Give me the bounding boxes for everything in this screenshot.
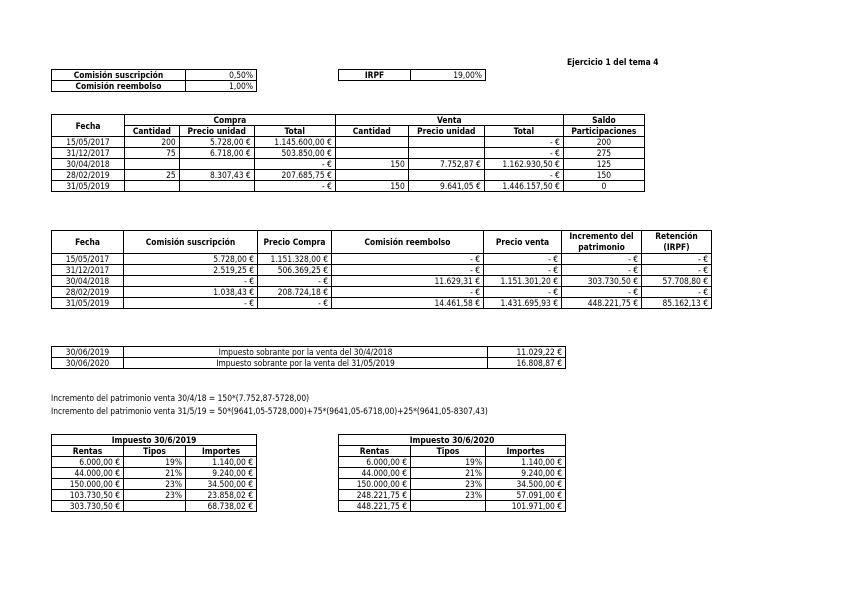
table-cell: Impuesto sobrante por la venta del 30/4/2018	[124, 347, 488, 358]
table-cell: 448.221,75 €	[339, 501, 411, 512]
table-cell: 207.685,75 €	[254, 170, 335, 181]
table-cell: - €	[258, 298, 332, 309]
table-cell: 125	[563, 159, 644, 170]
table-cell: 14.461,58 €	[332, 298, 484, 309]
table-cell: 31/05/2019	[52, 298, 124, 309]
table-cell	[408, 137, 484, 148]
table-cell: 28/02/2019	[52, 170, 125, 181]
comision-suscripcion-value: 0,50%	[186, 70, 257, 81]
table-cell: 2.519,25 €	[124, 265, 258, 276]
table-cell: 44.000,00 €	[339, 468, 411, 479]
operations-row	[52, 181, 645, 192]
table-cell	[124, 501, 186, 512]
table-cell: 85.162,13 €	[642, 298, 712, 309]
params-table	[51, 69, 257, 92]
operations-row	[52, 170, 645, 181]
table-cell: 11.629,31 €	[332, 276, 484, 287]
tax-2019-row	[52, 479, 257, 490]
table-cell: 57.708,80 €	[642, 276, 712, 287]
table-cell: 506.369,25 €	[258, 265, 332, 276]
table-cell: 57.091,00 €	[486, 490, 566, 501]
table-cell: 34.500,00 €	[186, 479, 257, 490]
table-cell: 23%	[411, 479, 486, 490]
table-cell: 150	[563, 170, 644, 181]
table-cell: 30/04/2018	[52, 159, 125, 170]
table-cell	[124, 181, 179, 192]
tax-2019-row	[52, 501, 257, 512]
tax-2019-header-tipos: Tipos	[124, 446, 186, 457]
tax-2019-header-rentas: Rentas	[52, 446, 124, 457]
table-cell: 448.221,75 €	[562, 298, 642, 309]
commissions-row	[52, 254, 712, 265]
table-cell: 8.307,43 €	[179, 170, 254, 181]
table-cell: - €	[642, 265, 712, 276]
table-cell: 1.151.328,00 €	[258, 254, 332, 265]
table-cell: 1.140,00 €	[186, 457, 257, 468]
table-cell: 208.724,18 €	[258, 287, 332, 298]
table-cell: 6.718,00 €	[179, 148, 254, 159]
table-cell	[408, 148, 484, 159]
table-cell	[335, 148, 408, 159]
table-cell: - €	[254, 181, 335, 192]
table-cell	[335, 170, 408, 181]
table-cell: 31/12/2017	[52, 265, 124, 276]
table-cell: - €	[254, 159, 335, 170]
table-cell: - €	[332, 265, 484, 276]
table-cell: 150	[335, 159, 408, 170]
comision-reembolso-value: 1,00%	[186, 81, 257, 92]
table-cell: - €	[484, 137, 563, 148]
table-cell: 23%	[124, 479, 186, 490]
tax-2019-table	[51, 434, 257, 512]
table-cell: 275	[563, 148, 644, 159]
operations-table	[51, 114, 645, 192]
surplus-tax-row	[52, 347, 566, 358]
table-cell: 21%	[411, 468, 486, 479]
table-cell: 15/05/2017	[52, 137, 125, 148]
tax-2020-row	[339, 501, 566, 512]
exercise-title: Ejercicio 1 del tema 4	[567, 57, 659, 67]
table-cell: 303.730,50 €	[562, 276, 642, 287]
table-cell: 30/04/2018	[52, 276, 124, 287]
table-cell: - €	[484, 148, 563, 159]
comision-suscripcion-label: Comisión suscripción	[52, 70, 186, 81]
header-compra: Compra	[124, 115, 335, 126]
table-cell: - €	[258, 276, 332, 287]
table-cell: - €	[484, 254, 562, 265]
table-cell: 44.000,00 €	[52, 468, 124, 479]
header2-fecha: Fecha	[52, 231, 124, 254]
note-line-1: Incremento del patrimonio venta 30/4/18 = 150*(7.752,87-5728,00)	[51, 393, 310, 403]
header-venta-precio: Precio unidad	[408, 126, 484, 137]
header-compra-precio: Precio unidad	[179, 126, 254, 137]
table-cell: 1.145.600,00 €	[254, 137, 335, 148]
header-compra-total: Total	[254, 126, 335, 137]
table-cell	[179, 159, 254, 170]
table-cell: 150.000,00 €	[339, 479, 411, 490]
tax-2019-row	[52, 457, 257, 468]
table-cell: 150.000,00 €	[52, 479, 124, 490]
table-cell: - €	[332, 287, 484, 298]
tax-2020-table	[338, 434, 566, 512]
table-cell: - €	[332, 254, 484, 265]
commissions-table	[51, 230, 712, 309]
tax-2020-row	[339, 479, 566, 490]
tax-2019-row	[52, 490, 257, 501]
header-compra-cantidad: Cantidad	[124, 126, 179, 137]
irpf-label: IRPF	[339, 70, 411, 81]
table-cell: 11.029,22 €	[488, 347, 566, 358]
table-cell	[411, 501, 486, 512]
table-cell: - €	[484, 287, 562, 298]
table-cell: 31/12/2017	[52, 148, 125, 159]
table-cell: 75	[124, 148, 179, 159]
comision-reembolso-label: Comisión reembolso	[52, 81, 186, 92]
tax-2020-row	[339, 457, 566, 468]
table-cell: 200	[563, 137, 644, 148]
operations-row	[52, 159, 645, 170]
table-cell: 23%	[411, 490, 486, 501]
header2-precio-compra: Precio Compra	[258, 231, 332, 254]
commissions-row	[52, 265, 712, 276]
table-cell: - €	[642, 254, 712, 265]
table-cell: - €	[562, 265, 642, 276]
header2-retencion: Retención (IRPF)	[642, 231, 712, 254]
table-cell: 5.728,00 €	[124, 254, 258, 265]
tax-2020-title: Impuesto 30/6/2020	[339, 435, 566, 446]
header2-comision-suscripcion: Comisión suscripción	[124, 231, 258, 254]
table-cell: 7.752,87 €	[408, 159, 484, 170]
table-cell	[335, 137, 408, 148]
table-cell: 23%	[124, 490, 186, 501]
table-cell: 6.000,00 €	[52, 457, 124, 468]
table-cell: - €	[642, 287, 712, 298]
tax-2020-header-tipos: Tipos	[411, 446, 486, 457]
table-cell: Impuesto sobrante por la venta del 31/05/2019	[124, 358, 488, 369]
table-cell: 1.038,43 €	[124, 287, 258, 298]
table-cell: - €	[124, 276, 258, 287]
irpf-value: 19,00%	[411, 70, 486, 81]
header-participaciones: Participaciones	[563, 126, 644, 137]
tax-2020-row	[339, 468, 566, 479]
header-saldo: Saldo	[563, 115, 644, 126]
operations-row	[52, 137, 645, 148]
table-cell: 19%	[124, 457, 186, 468]
table-cell: 23.858,02 €	[186, 490, 257, 501]
table-cell: 9.641,05 €	[408, 181, 484, 192]
table-cell: 30/06/2019	[52, 347, 124, 358]
table-cell: 28/02/2019	[52, 287, 124, 298]
table-cell: 303.730,50 €	[52, 501, 124, 512]
header2-comision-reembolso: Comisión reembolso	[332, 231, 484, 254]
table-cell: 21%	[124, 468, 186, 479]
table-cell	[179, 181, 254, 192]
table-cell: 6.000,00 €	[339, 457, 411, 468]
header2-precio-venta: Precio venta	[484, 231, 562, 254]
tax-2020-row	[339, 490, 566, 501]
header2-incremento: Incremento del patrimonio	[562, 231, 642, 254]
note-line-2: Incremento del patrimonio venta 31/5/19 = 50*(9641,05-5728,000)+75*(9641,05-6718,00)+25*(9641,05-8307,43)	[51, 406, 488, 416]
table-cell: 9.240,00 €	[186, 468, 257, 479]
table-cell: 15/05/2017	[52, 254, 124, 265]
header-fecha: Fecha	[52, 115, 125, 137]
commissions-row	[52, 298, 712, 309]
surplus-tax-table	[51, 346, 566, 369]
operations-row	[52, 148, 645, 159]
tax-2020-header-importes: Importes	[486, 446, 566, 457]
table-cell: 19%	[411, 457, 486, 468]
table-cell: 1.162.930,50 €	[484, 159, 563, 170]
table-cell	[124, 159, 179, 170]
table-cell: 101.971,00 €	[486, 501, 566, 512]
table-cell: - €	[562, 254, 642, 265]
table-cell: 9.240,00 €	[486, 468, 566, 479]
table-cell: 1.140,00 €	[486, 457, 566, 468]
table-cell: 503.850,00 €	[254, 148, 335, 159]
header-venta: Venta	[335, 115, 563, 126]
surplus-tax-row	[52, 358, 566, 369]
table-cell: 5.728,00 €	[179, 137, 254, 148]
table-cell: - €	[484, 170, 563, 181]
commissions-row	[52, 276, 712, 287]
table-cell: 1.446.157,50 €	[484, 181, 563, 192]
table-cell: 248.221,75 €	[339, 490, 411, 501]
table-cell	[408, 170, 484, 181]
table-cell: 150	[335, 181, 408, 192]
table-cell: 0	[563, 181, 644, 192]
irpf-table	[338, 69, 486, 81]
tax-2019-header-importes: Importes	[186, 446, 257, 457]
table-cell: 1.151.301,20 €	[484, 276, 562, 287]
header-venta-cantidad: Cantidad	[335, 126, 408, 137]
table-cell: 30/06/2020	[52, 358, 124, 369]
table-cell: 1.431.695,93 €	[484, 298, 562, 309]
table-cell: 25	[124, 170, 179, 181]
table-cell: 34.500,00 €	[486, 479, 566, 490]
table-cell: 16.808,87 €	[488, 358, 566, 369]
header-venta-total: Total	[484, 126, 563, 137]
table-cell: 103.730,50 €	[52, 490, 124, 501]
tax-2019-title: Impuesto 30/6/2019	[52, 435, 257, 446]
tax-2019-row	[52, 468, 257, 479]
table-cell: - €	[124, 298, 258, 309]
commissions-row	[52, 287, 712, 298]
table-cell: 31/05/2019	[52, 181, 125, 192]
table-cell: - €	[562, 287, 642, 298]
table-cell: 200	[124, 137, 179, 148]
table-cell: 68.738,02 €	[186, 501, 257, 512]
table-cell: - €	[484, 265, 562, 276]
tax-2020-header-rentas: Rentas	[339, 446, 411, 457]
